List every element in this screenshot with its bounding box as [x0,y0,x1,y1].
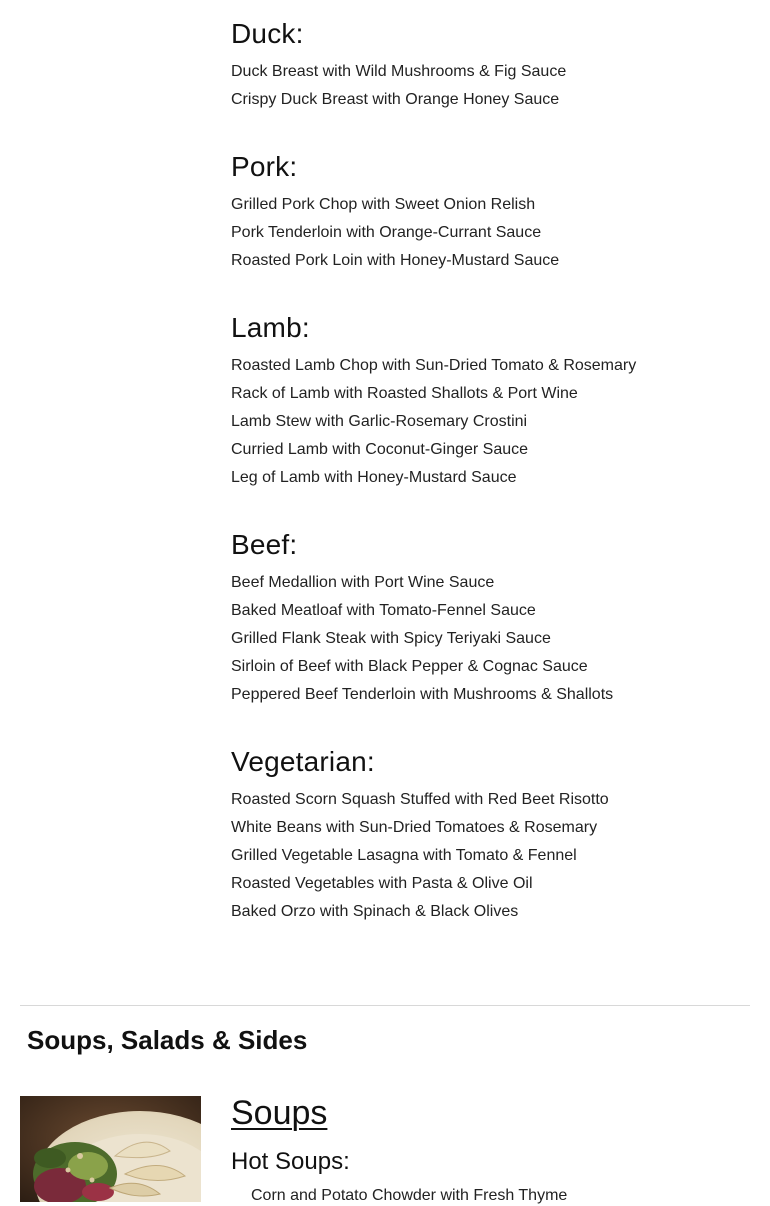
dish-item: Roasted Vegetables with Pasta & Olive Oil [231,875,533,892]
menu-category-duck [231,17,566,114]
dish-list [231,352,636,492]
category-title: Lamb: [231,312,310,343]
dish-list [231,569,613,709]
dish-item: Pork Tenderloin with Orange-Currant Sauce [231,224,542,241]
menu-category-vegetarian [231,745,609,926]
dish-item: Grilled Pork Chop with Sweet Onion Relish [231,196,536,213]
hot-soups-title: Hot Soups: [231,1148,350,1175]
dish-item: Grilled Flank Steak with Spicy Teriyaki Sauce [231,630,551,647]
dish-item: Sirloin of Beef with Black Pepper & Cognac Sauce [231,658,588,675]
soups-subsection-title[interactable]: Soups [231,1094,328,1132]
dish-item: Roasted Scorn Squash Stuffed with Red Beet Risotto [231,791,609,808]
section-divider [20,1005,750,1006]
dish-item: Grilled Vegetable Lasagna with Tomato & Fennel [231,847,577,864]
dish-list [231,191,559,275]
dish-item: Roasted Pork Loin with Honey-Mustard Sauce [231,252,560,269]
dish-list [231,786,609,926]
dish-item: Lamb Stew with Garlic-Rosemary Crostini [231,413,528,430]
salad-photo [20,1096,201,1202]
menu-category-beef [231,528,613,709]
dish-item: Baked Orzo with Spinach & Black Olives [231,903,519,920]
dish-item: Crispy Duck Breast with Orange Honey Sauce [231,91,560,108]
category-title: Duck: [231,18,304,49]
dish-item: Baked Meatloaf with Tomato-Fennel Sauce [231,602,536,619]
section-heading: Soups, Salads & Sides [27,1025,308,1055]
menu-category-lamb [231,311,636,492]
dish-item: White Beans with Sun-Dried Tomatoes & Rosemary [231,819,598,836]
soup-item: Corn and Potato Chowder with Fresh Thyme [251,1187,568,1204]
category-title: Vegetarian: [231,746,375,777]
dish-item: Duck Breast with Wild Mushrooms & Fig Sauce [231,63,567,80]
dish-item: Roasted Lamb Chop with Sun-Dried Tomato & Rosemary [231,357,637,374]
dish-item: Peppered Beef Tenderloin with Mushrooms & Shallots [231,686,614,703]
dish-list [231,58,566,114]
dish-item: Rack of Lamb with Roasted Shallots & Port Wine [231,385,578,402]
menu-category-pork [231,150,559,275]
dish-item: Leg of Lamb with Honey-Mustard Sauce [231,469,517,486]
category-title: Beef: [231,529,298,560]
dish-item: Curried Lamb with Coconut-Ginger Sauce [231,441,529,458]
dish-item: Beef Medallion with Port Wine Sauce [231,574,495,591]
category-title: Pork: [231,151,298,182]
